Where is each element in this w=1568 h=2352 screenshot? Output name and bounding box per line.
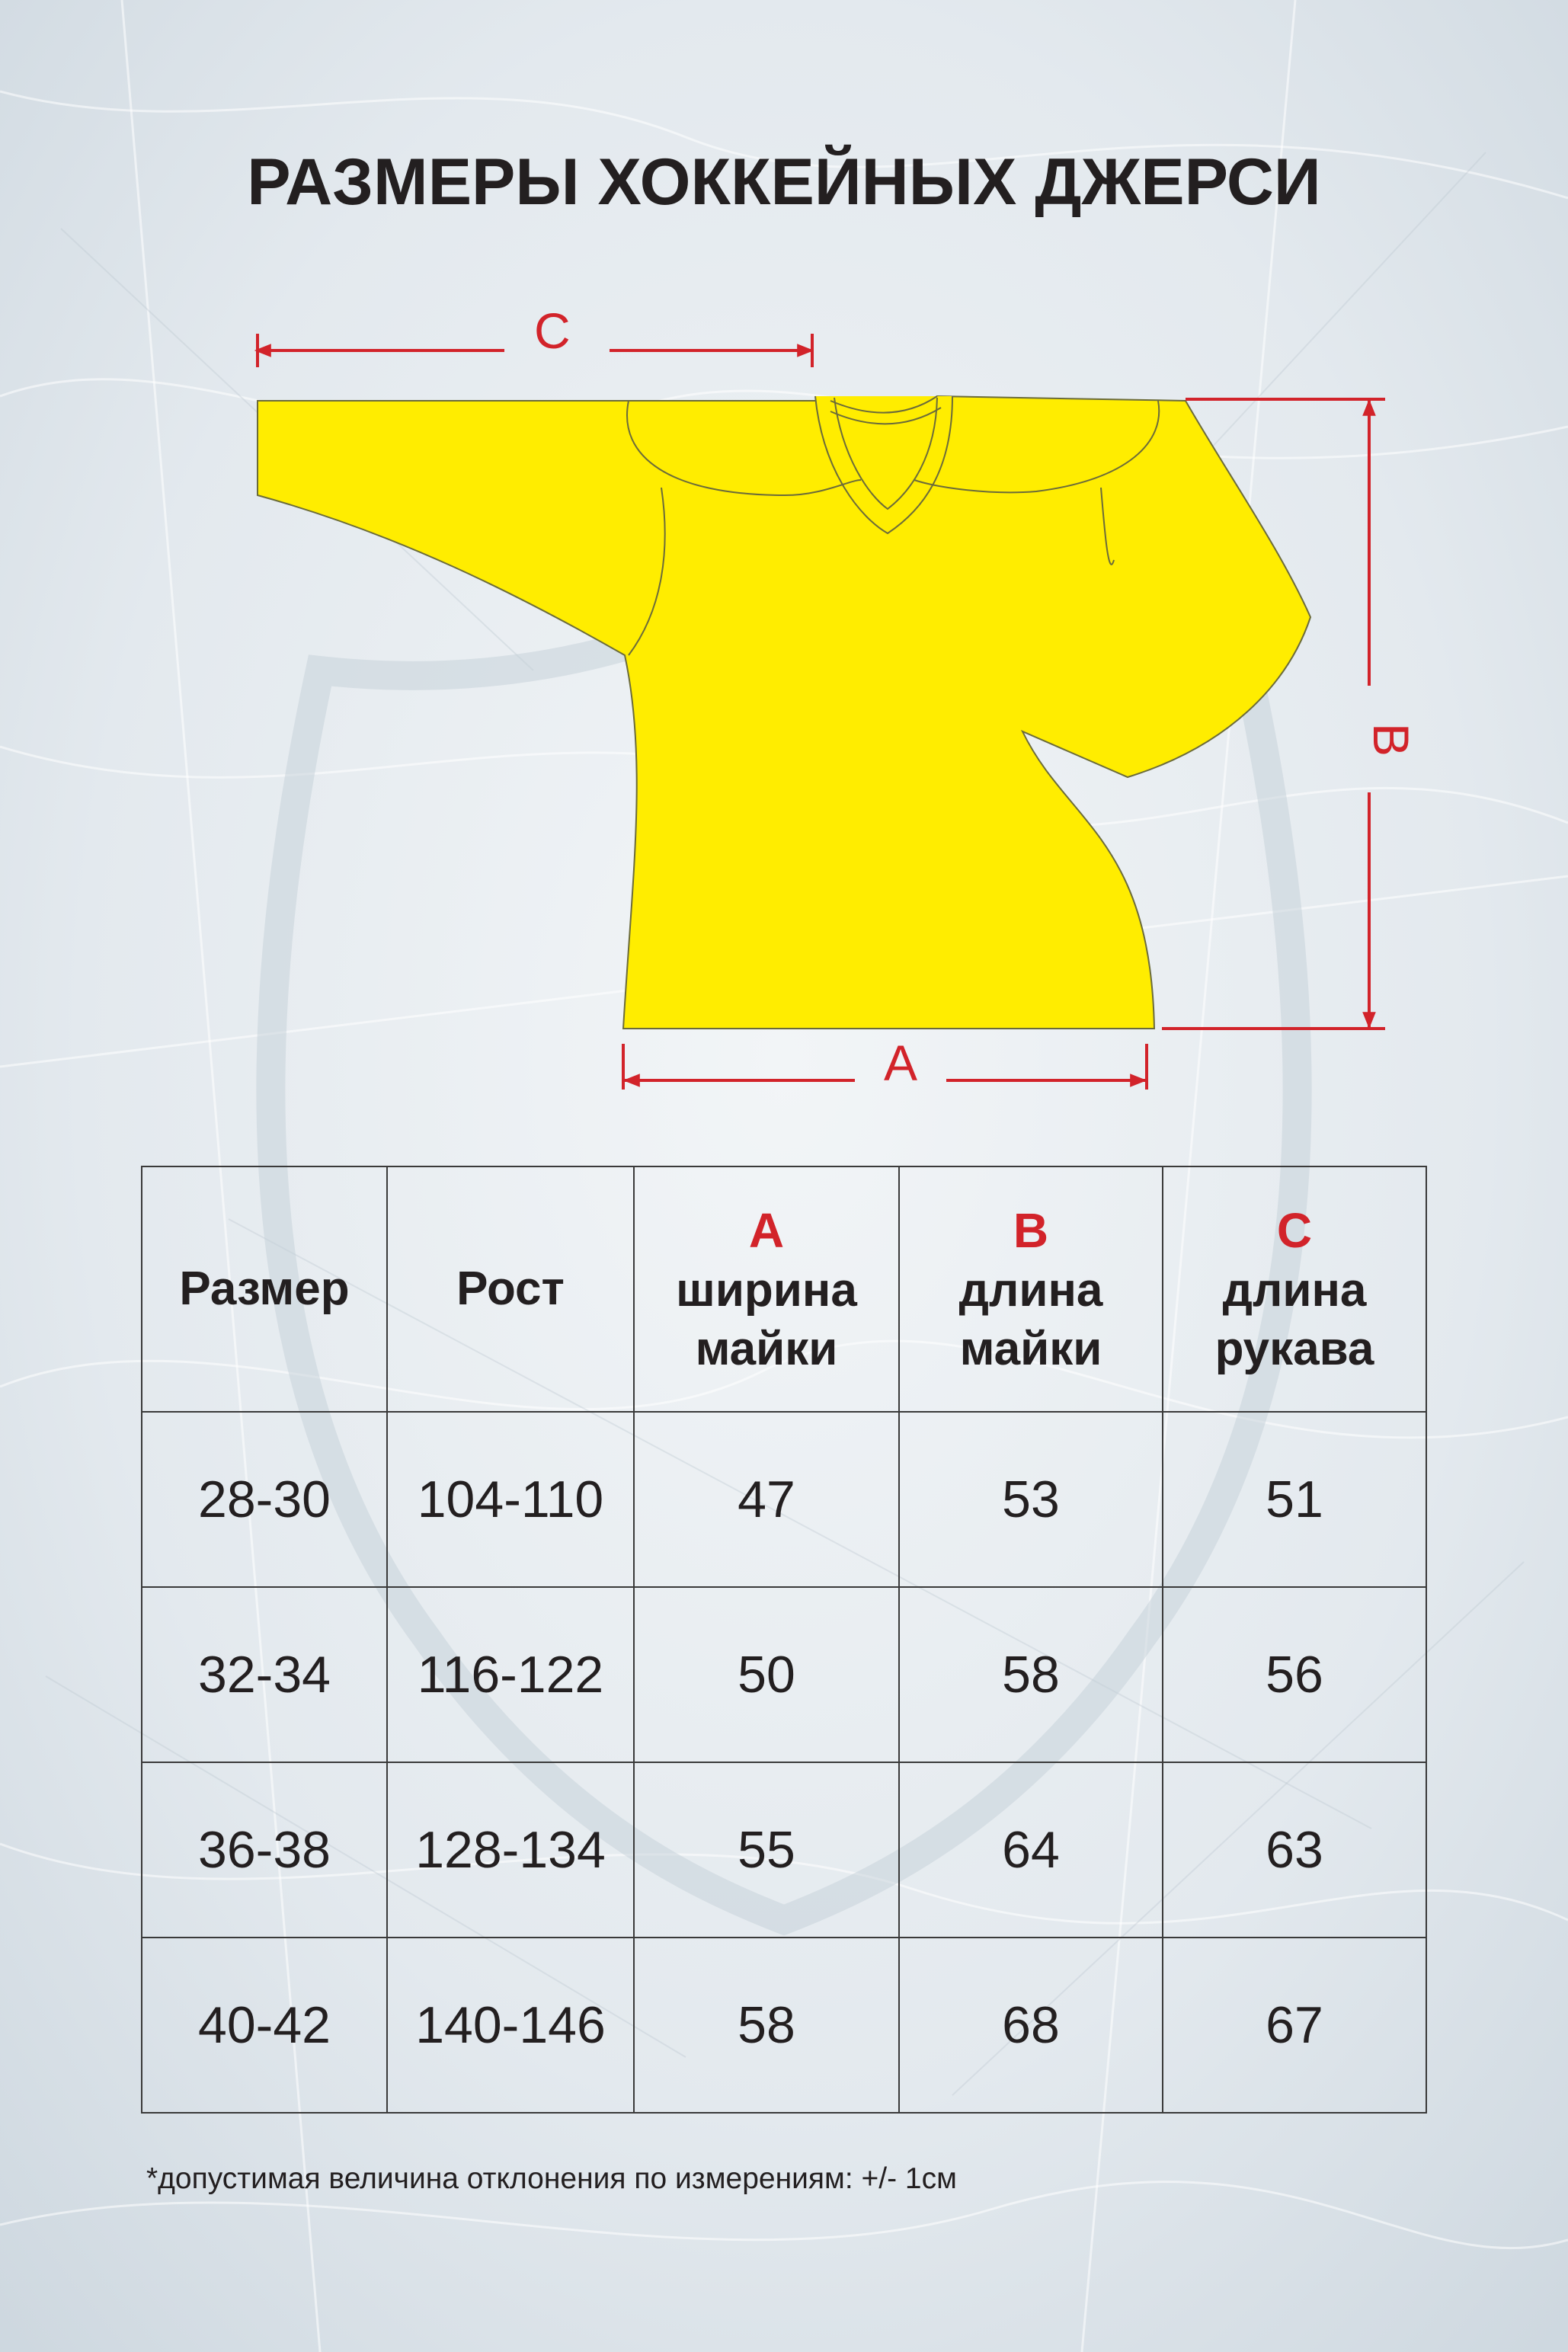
cell-width-a: 58 (634, 1938, 899, 2113)
cell-sleeve-c: 63 (1163, 1762, 1426, 1938)
table-row (142, 1587, 1426, 1762)
cell-height: 128-134 (387, 1762, 634, 1938)
cell-height: 140-146 (387, 1938, 634, 2113)
cell-height: 104-110 (387, 1412, 634, 1587)
header-sleeve-c: C длина рукава (1163, 1166, 1426, 1412)
cell-sleeve-c: 51 (1163, 1412, 1426, 1587)
cell-length-b: 58 (899, 1587, 1163, 1762)
footnote: *допустимая величина отклонения по измерениям: +/- 1см (146, 2162, 957, 2195)
cell-size: 36-38 (142, 1762, 387, 1938)
table-header-row (142, 1166, 1426, 1412)
cell-size: 32-34 (142, 1587, 387, 1762)
cell-length-b: 64 (899, 1762, 1163, 1938)
dimension-a-label: A (884, 1035, 918, 1091)
dimension-b-label: B (1363, 722, 1420, 757)
cell-size: 40-42 (142, 1938, 387, 2113)
dimension-c-label: C (534, 302, 571, 359)
header-width-a: A ширина майки (634, 1166, 899, 1412)
cell-width-a: 50 (634, 1587, 899, 1762)
cell-width-a: 55 (634, 1762, 899, 1938)
cell-width-a: 47 (634, 1412, 899, 1587)
size-table (141, 1166, 1427, 2114)
cell-length-b: 53 (899, 1412, 1163, 1587)
jersey-shape (258, 396, 1310, 1029)
cell-sleeve-c: 56 (1163, 1587, 1426, 1762)
header-height: Рост (387, 1166, 634, 1412)
jersey-diagram (0, 0, 1568, 1143)
page-title: РАЗМЕРЫ ХОККЕЙНЫХ ДЖЕРСИ (247, 146, 1321, 219)
table-row (142, 1762, 1426, 1938)
header-b-letter: B (1013, 1202, 1049, 1258)
header-c-letter: C (1276, 1202, 1313, 1258)
header-length-b: B длина майки (899, 1166, 1163, 1412)
table-row (142, 1412, 1426, 1587)
table-row (142, 1938, 1426, 2113)
cell-height: 116-122 (387, 1587, 634, 1762)
cell-size: 28-30 (142, 1412, 387, 1587)
cell-length-b: 68 (899, 1938, 1163, 2113)
header-size: Размер (142, 1166, 387, 1412)
header-a-letter: A (748, 1202, 785, 1258)
cell-sleeve-c: 67 (1163, 1938, 1426, 2113)
